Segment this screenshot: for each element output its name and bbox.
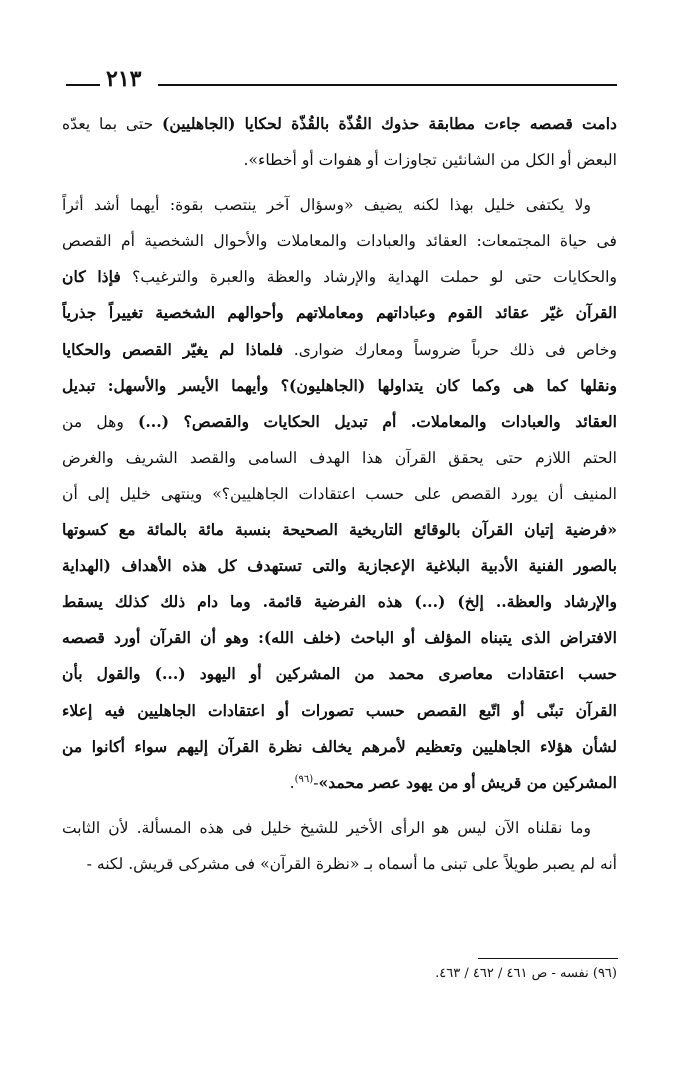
- text-line: [62, 846, 617, 882]
- text-segment: وهل من: [62, 412, 138, 431]
- page-number: ٢١٣: [106, 66, 142, 92]
- text-line: [62, 223, 617, 259]
- text-segment: المنيف أن يورد القصص على حسب اعتقادات الجاهليين؟» وينتهى خليل إلى أن: [62, 484, 617, 503]
- text-line: [62, 187, 617, 223]
- text-segment: ولا يكتفى خليل بهذا لكنه يضيف «وسؤال آخر ينتصب بقوة: أيهما أشد أثراً: [62, 196, 591, 215]
- text-segment: لشأن هؤلاء الجاهليين وتعظيم لأمرهم يخالف نظرة القرآن إليهم سواء أكانوا من: [62, 736, 617, 756]
- text-line: [62, 476, 617, 512]
- text-line: [62, 548, 617, 584]
- text-segment: العقائد والعبادات والمعاملات. أم تبديل الحكايات والقصص؟ (...): [137, 411, 617, 431]
- text-line: [62, 584, 617, 620]
- header-rule: [158, 84, 617, 86]
- text-segment: فإذا كان: [62, 267, 121, 287]
- text-segment: البعض أو الكل من الشانئين تجاوزات أو هفوات أو أخطاء».: [243, 151, 617, 170]
- text-segment: حتى بما يعدّه: [62, 115, 163, 133]
- text-line: [62, 693, 617, 729]
- text-line: [62, 332, 617, 368]
- text-segment: حسب اعتقادات معاصرى محمد من المشركين أو اليهود (...) والقول بأن: [62, 664, 617, 684]
- text-line: [62, 765, 617, 801]
- text-segment: والإرشاد والعظة.. إلخ) (...) هذه الفرضية قائمة. وما دام ذلك كذلك يسقط: [62, 592, 617, 612]
- footnote-ref: (٩٦): [294, 773, 314, 785]
- text-line: [62, 142, 617, 178]
- page-header: [66, 58, 617, 98]
- text-segment: -: [313, 773, 319, 792]
- text-line: [62, 620, 617, 656]
- text-segment: القرآن غيّر عقائد القوم وعباداتهم ومعاملاتهم وأحوالهم الشخصية تغييراً جذرياً: [62, 303, 617, 323]
- text-segment: الحتم اللازم حتى يحقق القرآن هذا الهدف السامى والقصد الشريف والغرض: [62, 448, 617, 467]
- text-segment: الافتراض الذى يتبناه المؤلف أو الباحث (خلف الله): وهو أن القرآن أورد قصصه: [62, 628, 617, 648]
- text-segment: فى حياة المجتمعات: العقائد والعبادات والمعاملات والأحوال الشخصية أم القصص: [62, 232, 617, 251]
- text-line: [62, 259, 617, 295]
- text-line: [62, 106, 617, 142]
- text-line: [62, 810, 617, 846]
- text-segment: بالصور الفنية الأدبية البلاغية الإعجازية والتى تستهدف كل هذه الأهداف (الهداية: [62, 556, 617, 576]
- text-line: [62, 368, 617, 404]
- text-segment: المشركين من قريش أو من يهود عصر محمد»: [318, 772, 617, 792]
- text-segment: والحكايات حتى لو حملت الهداية والإرشاد والعظة والعبرة والترغيب؟: [120, 268, 617, 287]
- text-line: [62, 729, 617, 765]
- text-line: [62, 656, 617, 692]
- text-segment: ونقلها كما هى وكما كان يتداولها (الجاهليون)؟ وأيهما الأيسر والأسهل: تبديل: [62, 375, 617, 395]
- body-text: [62, 106, 617, 882]
- paragraph-gap: [62, 178, 617, 187]
- header-rule-short: [66, 84, 100, 86]
- text-line: [62, 440, 617, 476]
- text-segment: أنه لم يصبر طويلاً على تبنى ما أسماه بـ «نظرة القرآن» فى مشركى قريش. لكنه -: [86, 854, 617, 873]
- text-segment: .: [289, 773, 295, 792]
- footnote-rule: [478, 958, 618, 959]
- text-segment: القرآن تبنّى أو اتّبع القصص حسب تصورات أو اعتقادات الجاهليين فيه إعلاء: [62, 700, 617, 720]
- footnote: (٩٦) نفسه - ص ٤٦١ / ٤٦٢ / ٤٦٣.: [435, 966, 617, 981]
- text-line: [62, 295, 617, 331]
- text-segment: وخاص فى ذلك حرباً ضروساً ومعارك ضوارى.: [283, 340, 617, 359]
- text-line: [62, 512, 617, 548]
- paragraph-gap: [62, 801, 617, 810]
- text-segment: فلماذا لم يغيّر القصص والحكايا: [62, 339, 284, 359]
- text-line: [62, 404, 617, 440]
- text-segment: وما نقلناه الآن ليس هو الرأى الأخير للشيخ خليل فى هذه المسألة. لأن الثابت: [62, 818, 591, 837]
- text-segment: دامت قصصه جاءت مطابقة حذوك القُذّة بالقُذّة لحكايا (الجاهليين): [162, 114, 617, 133]
- text-segment: «فرضية إتيان القرآن بالوقائع التاريخية الصحيحة بنسبة مائة بالمائة مع كسوتها: [62, 520, 617, 540]
